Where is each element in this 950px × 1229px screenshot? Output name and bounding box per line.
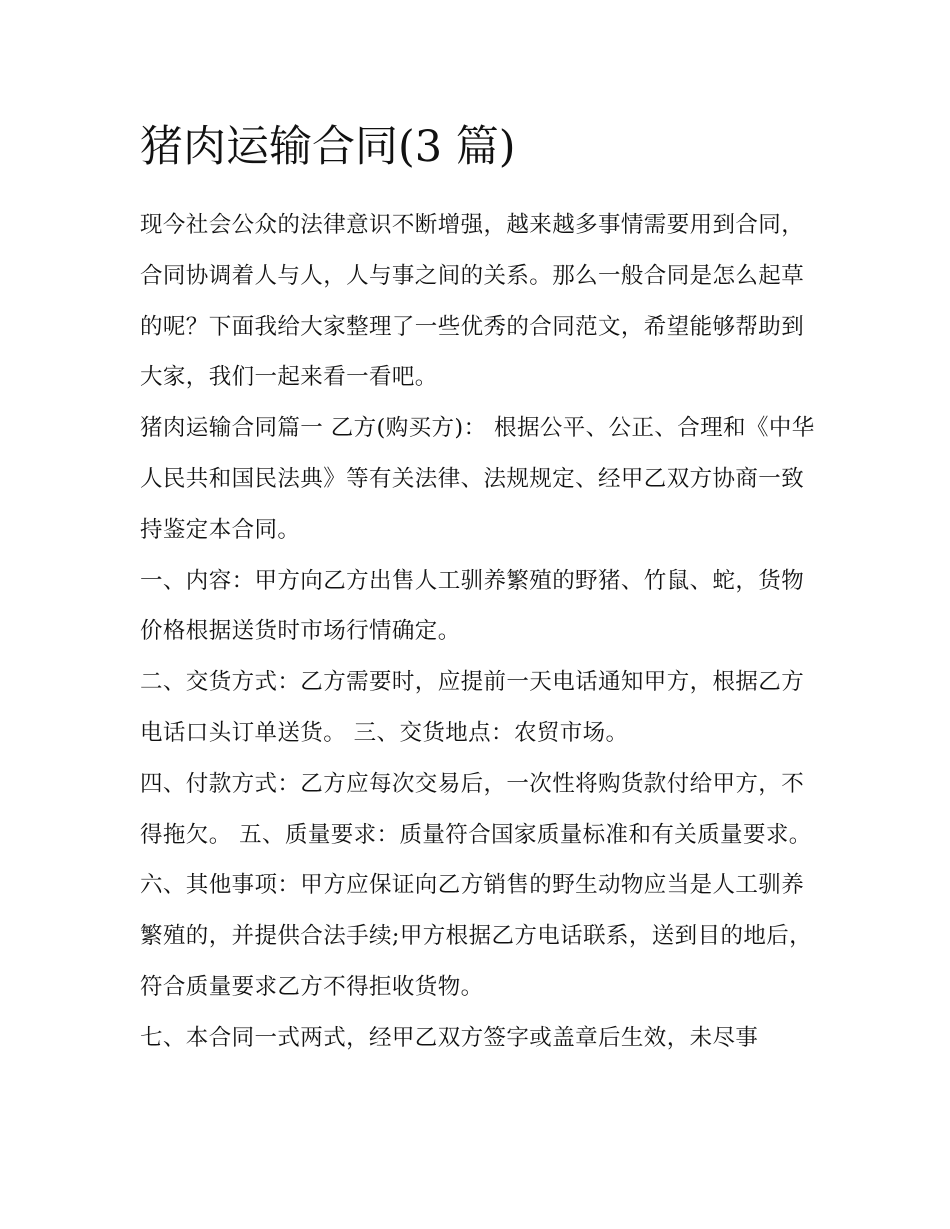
clause-copies-paragraph: 七、本合同一式两式，经甲乙双方签字或盖章后生效，未尽事 (140, 1024, 759, 1051)
document-title: 猪肉运输合同(3 篇) (140, 122, 516, 172)
contract-preamble-paragraph: 猪肉运输合同篇一 乙方(购买方)： 根据公平、公正、合理和《中华人民共和国民法典》等有关法律、法规规定、经甲乙双方协商一致持鉴定本合同。 (140, 415, 815, 543)
clause-other-paragraph: 六、其他事项：甲方应保证向乙方销售的野生动物应当是人工驯养繁殖的，并提供合法手续;甲方根据乙方电话联系，送到目的地后，符合质量要求乙方不得拒收货物。 (140, 872, 813, 1000)
document-page (140, 112, 820, 1064)
intro-paragraph: 现今社会公众的法律意识不断增强，越来越多事情需要用到合同，合同协调着人与人，人与事之间的关系。那么一般合同是怎么起草的呢？下面我给大家整理了一些优秀的合同范文，希望能够帮助到大家，我们一起来看一看吧。 (140, 212, 805, 391)
document-body (140, 200, 820, 1064)
clause-content-paragraph: 一、内容：甲方向乙方出售人工驯养繁殖的野猪、竹鼠、蛇，货物价格根据送货时市场行情确定。 (140, 567, 805, 645)
clause-payment-paragraph: 四、付款方式：乙方应每次交易后，一次性将购货款付给甲方，不得拖欠。 五、质量要求：质量符合国家质量标准和有关质量要求。 (140, 770, 812, 848)
clause-delivery-paragraph: 二、交货方式：乙方需要时，应提前一天电话通知甲方，根据乙方电话口头订单送货。 三、交货地点：农贸市场。 (140, 669, 805, 746)
